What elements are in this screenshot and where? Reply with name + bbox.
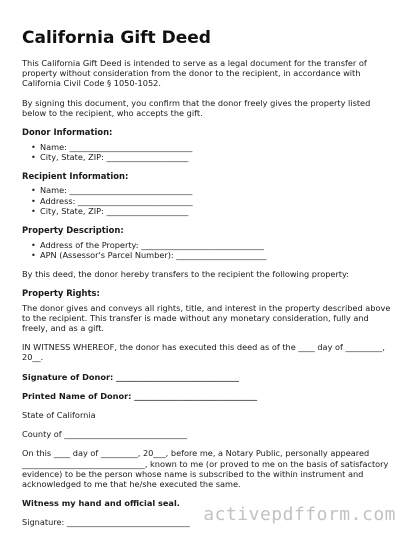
state-line: State of California bbox=[22, 410, 96, 421]
donor-signature-line: Signature of Donor: ______________________________ bbox=[22, 371, 239, 382]
printed-name-line: Printed Name of Donor: ______________________________ bbox=[22, 390, 258, 401]
property-apn-field: • APN (Assessor's Parcel Number): ______________________ bbox=[31, 250, 392, 260]
document-page bbox=[22, 28, 392, 533]
notary-signature-line: Signature: ______________________________ bbox=[22, 517, 190, 528]
witness-paragraph: IN WITNESS WHEREOF, the donor has executed this deed as of the ____ day of _________, 20__. bbox=[22, 342, 385, 363]
county-line: County of ______________________________ bbox=[22, 429, 188, 440]
donor-name-field: • Name: ______________________________ bbox=[31, 142, 392, 152]
transfer-paragraph: By this deed, the donor hereby transfers to the recipient the following property: bbox=[22, 268, 350, 279]
witness-seal-line: Witness my hand and official seal. bbox=[22, 498, 180, 509]
property-address-field: • Address of the Property: ______________________________ bbox=[31, 240, 392, 250]
recipient-name-field: • Name: ______________________________ bbox=[31, 185, 392, 195]
donor-city-field: • City, State, ZIP: ____________________ bbox=[31, 152, 392, 162]
recipient-fields bbox=[22, 185, 392, 216]
document-title: California Gift Deed bbox=[22, 28, 211, 48]
rights-paragraph: The donor gives and conveys all rights, title, and interest in the property described above to the recipient. This transfer is made without any monetary consideration, fully and freely, and as a gift. bbox=[22, 302, 391, 334]
property-fields bbox=[22, 240, 392, 260]
recipient-heading: Recipient Information: bbox=[22, 170, 129, 181]
intro-paragraph: This California Gift Deed is intended to serve as a legal document for the transfer of property without consideration from the donor to the recipient, in accordance with California Civil Code § 1050-1052. bbox=[22, 58, 367, 89]
recipient-address-field: • Address: ____________________________ bbox=[31, 196, 392, 206]
donor-heading: Donor Information: bbox=[22, 127, 113, 138]
watermark-text: activepdfform.com bbox=[203, 504, 396, 525]
donor-fields bbox=[22, 142, 392, 162]
rights-heading: Property Rights: bbox=[22, 288, 100, 299]
recipient-city-field: • City, State, ZIP: ____________________ bbox=[31, 206, 392, 216]
notary-paragraph: On this ____ day of _________, 20___, before me, a Notary Public, personally appeared ______________________________, known to me (or proved to me on the basis of satisfactory evidence) to be the person whose name is subscribed to the within instrument and acknowledged to me that he/she executed the same. bbox=[22, 448, 389, 490]
property-heading: Property Description: bbox=[22, 225, 124, 236]
confirm-paragraph: By signing this document, you confirm that the donor freely gives the property listed below to the recipient, who accepts the gift. bbox=[22, 97, 371, 118]
